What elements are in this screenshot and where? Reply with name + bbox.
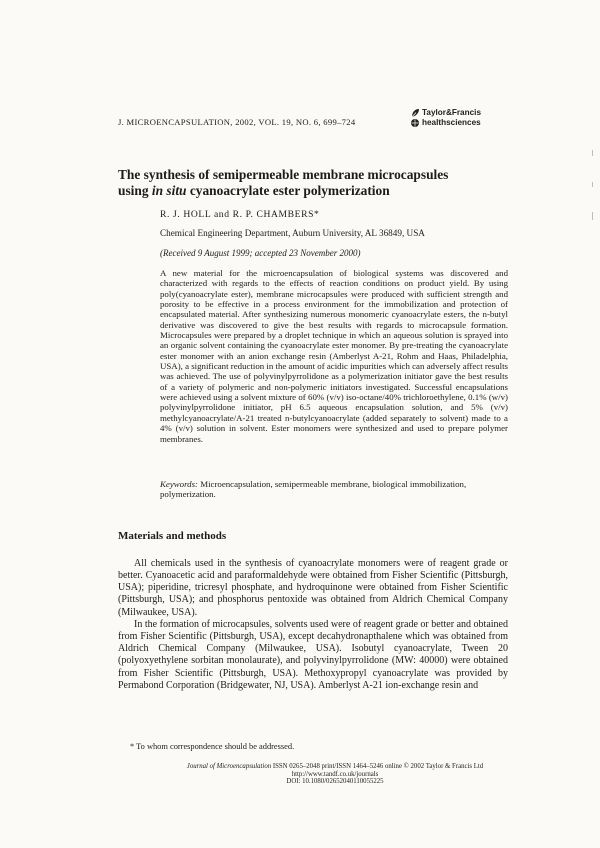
scan-edge-mark	[592, 212, 593, 220]
publisher-globe-icon	[410, 118, 420, 128]
article-title	[118, 167, 518, 199]
article-title-line2-suffix: cyanoacrylate ester polymerization	[186, 183, 390, 198]
section-heading: Materials and methods	[118, 530, 227, 542]
body-paragraph: In the formation of microcapsules, solvents used were of reagent grade or better and obtained from Fisher Scientific (Pittsburgh, USA), except decahydronapthalene which was obtained from Aldrich Chemical Company (Milwaukee, USA). Isobutyl cyanoacrylate, Tween 20 (polyoxyethylene sorbitan monolaurate), and polyvinylpyrrolidone (MW: 40000) were obtained from Fisher Scientific (Pittsburgh, USA). Methoxypropyl cyanoacrylate was provided by Permabond Corporation (Bridgewater, NJ, USA). Amberlyst A-21 ion-exchange resin and	[118, 619, 508, 691]
journal-citation: J. MICROENCAPSULATION, 2002, VOL. 19, NO. 6, 699–724	[118, 117, 356, 127]
affiliation: Chemical Engineering Department, Auburn University, AL 36849, USA	[160, 228, 425, 238]
keywords	[160, 479, 508, 500]
keywords-label: Keywords:	[160, 479, 198, 489]
article-title-line1: The synthesis of semipermeable membrane microcapsules	[118, 167, 449, 182]
scan-edge-mark	[592, 182, 593, 187]
correspondence-footnote: * To whom correspondence should be addressed.	[130, 742, 295, 751]
footer-doi: DOI: 10.1080/02652040110055225	[286, 778, 384, 786]
publisher-leaf-icon	[410, 108, 420, 118]
publisher-name: Taylor&Francis	[422, 108, 481, 117]
footer-url: http://www.tandf.co.uk/journals	[291, 770, 379, 778]
authors: R. J. HOLL and R. P. CHAMBERS*	[160, 209, 320, 220]
journal-footer	[160, 763, 510, 786]
article-title-line2-prefix: using	[118, 183, 152, 198]
scan-edge-mark	[592, 150, 593, 156]
received-dates: (Received 9 August 1999; accepted 23 November 2000)	[160, 248, 361, 258]
abstract: A new material for the microencapsulation of biological systems was discovered and characterized with regards to the effects of reaction conditions on product yield. By using poly(cyanoacrylate ester), membrane microcapsules were produced with sufficient strength and porosity to be effective in a process environment for the immobilization and protection of encapsulated material. After synthesizing numerous monomeric cyanoacrylate esters, the n-butyl derivative was discovered to give the best results with regards to microcapsule formation. Microcapsules were prepared by a droplet technique in which an aqueous solution is sprayed into an organic solvent containing the cyanoacrylate ester monomer. By pre-treating the cyanoacrylate ester monomer with an anion exchange resin (Amberlyst A-21, Rohm and Haas, Philadelphia, USA), a significant reduction in the amount of acidic impurities which can adversely affect results was achieved. The use of polyvinylpyrrolidone as a polymerization initiator gave the best results of a variety of polymeric and non-polymeric initiators investigated. Successful encapsulations were achieved using a solvent mixture of 60% (v/v) iso-octane/40% trichloroethylene, 0.1% (w/v) polyvinylpyrrolidone initiator, pH 6.5 aqueous encapsulation solution, and 5% (v/v) methylcyanoacrylate/A-21 treated n-butylcyanoacrylate (added separately to solvent) made to a 4% (v/v) solution in solvent. Ester monomers were synthesized and used to prepare polymer membranes.	[160, 268, 508, 444]
footer-issn-line	[160, 763, 510, 771]
footer-issn: ISSN 0265–2048 print/ISSN 1464–5246 online © 2002 Taylor & Francis Ltd	[271, 763, 484, 770]
keywords-list: Microencapsulation, semipermeable membrane, biological immobilization, polymerization.	[160, 479, 467, 500]
article-title-italic: in situ	[151, 183, 187, 198]
publisher-division: healthsciences	[422, 118, 481, 127]
footer-journal-name: Journal of Microencapsulation	[186, 763, 272, 770]
body-paragraph: All chemicals used in the synthesis of cyanoacrylate monomers were of reagent grade or better. Cyanoacetic acid and paraformaldehyde were obtained from Fisher Scientific (Pittsburgh, USA); piperidine, tricresyl phosphate, and hydroquinone were obtained from Fisher Scientific (Pittsburgh, USA); and phosphorus pentoxide was obtained from Aldrich Chemical Company (Milwaukee, USA).	[118, 558, 508, 618]
publisher-logo	[410, 108, 481, 128]
